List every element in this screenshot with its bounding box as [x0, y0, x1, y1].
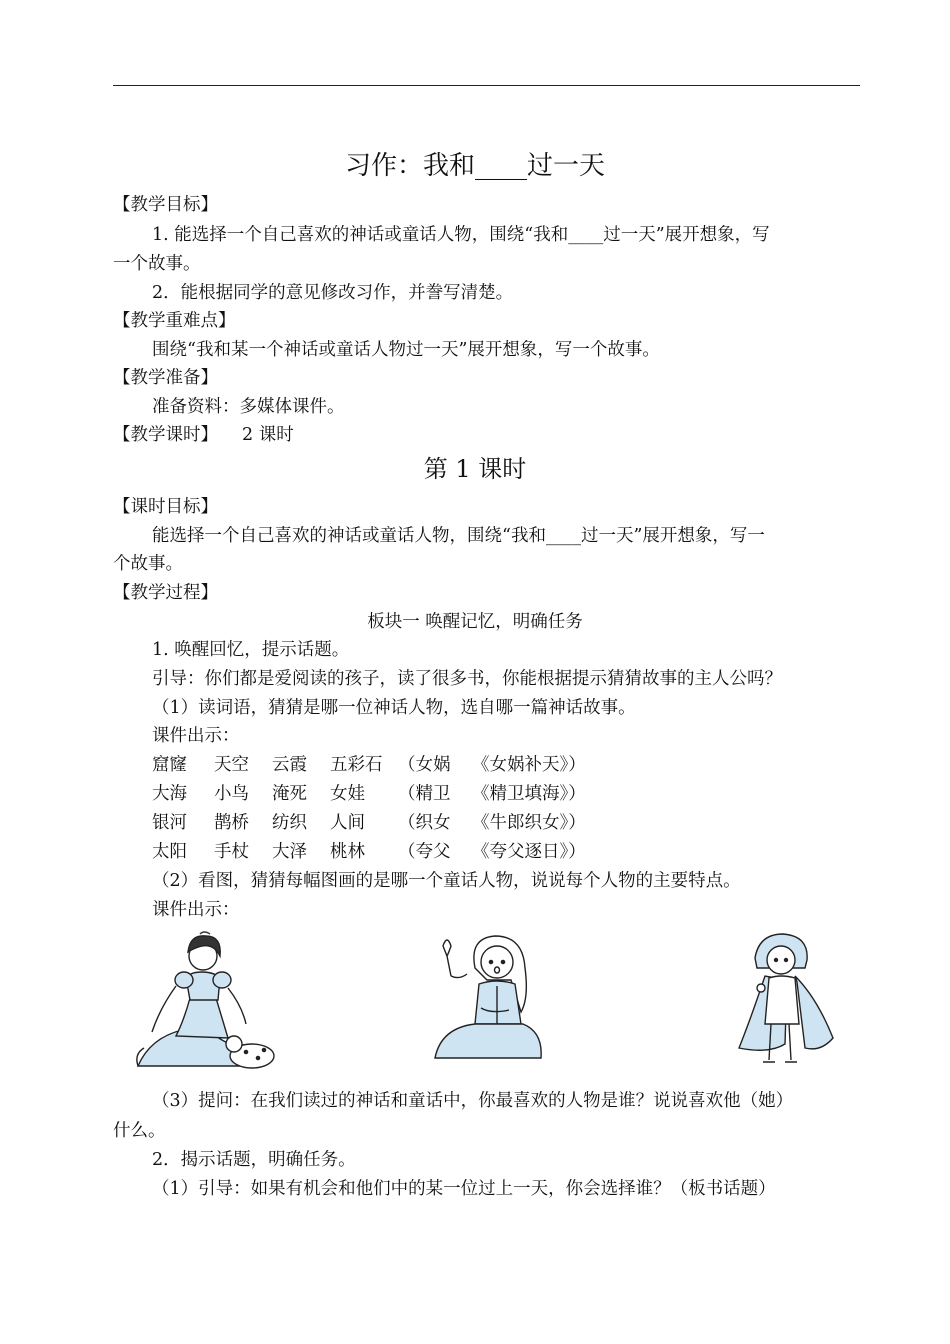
question-1: （1）读词语，猜猜是哪一位神话人物，选自哪一篇神话故事。	[152, 698, 636, 718]
word-row	[152, 812, 586, 834]
word-cell: （精卫	[398, 784, 451, 804]
word-cell: 太阳	[152, 842, 187, 862]
lesson-goal-label: 【课时目标】	[113, 497, 218, 517]
preparation-label: 【教学准备】	[113, 368, 218, 388]
word-cell: 大海	[152, 784, 187, 804]
word-cell: 淹死	[272, 784, 307, 804]
goal-2: 2．能根据同学的意见修改习作，并誊写清楚。	[152, 283, 514, 303]
hours-row	[113, 424, 294, 446]
goal-1-line-a: 1. 能选择一个自己喜欢的神话或童话人物，围绕“我和____过一天”展开想象，写	[152, 225, 770, 245]
word-cell: 人间	[330, 813, 365, 833]
step-2: 2．揭示话题，明确任务。	[152, 1150, 356, 1170]
word-cell: 《精卫填海》）	[472, 784, 586, 804]
match-girl-illustration	[425, 928, 555, 1068]
word-cell: 《夸父逐日》）	[472, 842, 586, 862]
key-points-text: 围绕“我和某一个神话或童话人物过一天”展开想象，写一个故事。	[152, 340, 660, 360]
hours-value: 2 课时	[242, 425, 294, 445]
guide-2: （1）引导：如果有机会和他们中的某一位过上一天，你会选择谁？（板书话题）	[152, 1179, 776, 1199]
step-1: 1. 唤醒回忆，提示话题。	[152, 640, 350, 660]
show-2: 课件出示：	[152, 900, 240, 920]
snow-white-illustration	[130, 928, 290, 1078]
block-1-heading: 板块一 唤醒记忆，明确任务	[367, 612, 583, 632]
word-cell: 天空	[214, 755, 249, 775]
lesson-goal-line-b: 个故事。	[113, 554, 183, 574]
key-points-label: 【教学重难点】	[113, 311, 236, 331]
hours-label: 【教学课时】	[113, 425, 218, 445]
word-cell: 手杖	[214, 842, 249, 862]
goal-1-line-b: 一个故事。	[113, 254, 201, 274]
word-row	[152, 783, 586, 805]
word-cell: 云霞	[272, 755, 307, 775]
page-title: 习作：我和____过一天	[344, 151, 605, 181]
word-cell: 《牛郎织女》）	[472, 813, 586, 833]
word-cell: 桃林	[330, 842, 365, 862]
word-cell: 纺织	[272, 813, 307, 833]
hooded-girl-illustration	[725, 928, 845, 1078]
show-1: 课件出示：	[152, 726, 240, 746]
word-cell: 大泽	[272, 842, 307, 862]
lesson-title: 第 1 课时	[423, 455, 527, 483]
word-cell: 女娃	[330, 784, 365, 804]
word-cell: 鹊桥	[214, 813, 249, 833]
word-cell: （女娲	[398, 755, 451, 775]
word-cell: 《女娲补天》）	[472, 755, 586, 775]
word-cell: 五彩石	[330, 755, 383, 775]
word-cell: （织女	[398, 813, 451, 833]
header-rule	[113, 85, 860, 86]
question-3-line-b: 什么。	[113, 1121, 166, 1141]
word-cell: 小鸟	[214, 784, 249, 804]
process-label: 【教学过程】	[113, 583, 218, 603]
lesson-goal-line-a: 能选择一个自己喜欢的神话或童话人物，围绕“我和____过一天”展开想象，写一	[152, 526, 765, 546]
word-cell: （夸父	[398, 842, 451, 862]
question-3-line-a: （3）提问：在我们读过的神话和童话中，你最喜欢的人物是谁？说说喜欢他（她）	[152, 1091, 794, 1111]
word-row	[152, 754, 586, 776]
word-cell: 窟窿	[152, 755, 187, 775]
word-cell: 银河	[152, 813, 187, 833]
goals-label: 【教学目标】	[113, 195, 218, 215]
question-2: （2）看图，猜猜每幅图画的是哪一个童话人物，说说每个人物的主要特点。	[152, 871, 741, 891]
word-row	[152, 841, 586, 863]
guide-text: 引导：你们都是爱阅读的孩子，读了很多书，你能根据提示猜猜故事的主人公吗？	[152, 669, 782, 689]
preparation-text: 准备资料：多媒体课件。	[152, 397, 345, 417]
